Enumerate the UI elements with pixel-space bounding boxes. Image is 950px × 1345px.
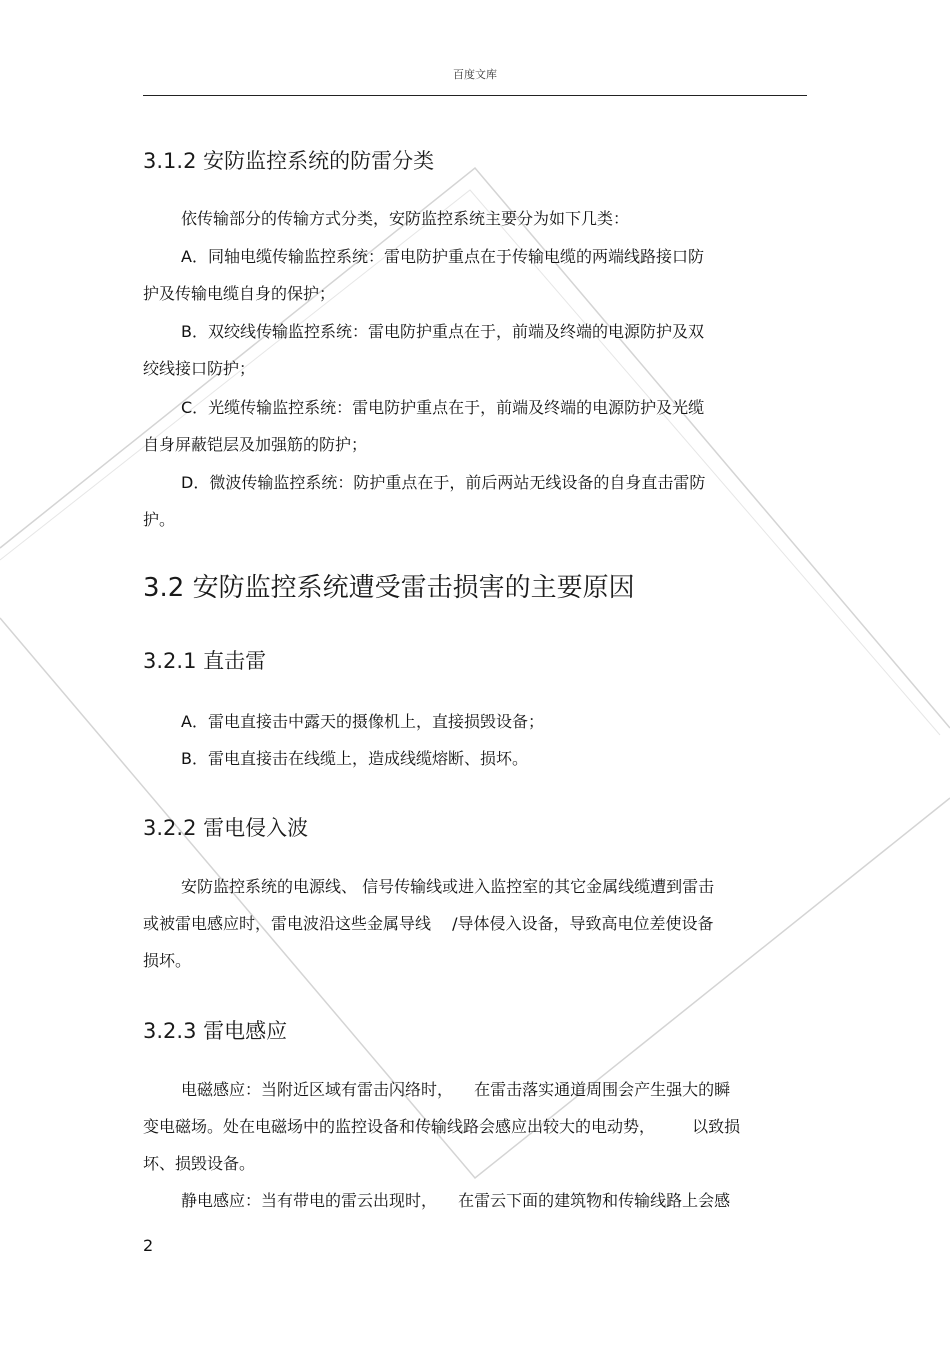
list-item-b xyxy=(143,313,807,387)
section-heading-3-1-2: 3.1.2 安防监控系统的防雷分类 xyxy=(143,149,435,173)
section-heading-3-2-3: 3.2.3 雷电感应 xyxy=(143,1019,288,1043)
list-item-d xyxy=(143,464,807,538)
paragraph xyxy=(143,868,807,979)
list-item-a xyxy=(143,703,807,740)
list-item-c xyxy=(143,389,807,463)
text-line: 绞线接口防护； xyxy=(143,359,256,378)
paragraph xyxy=(143,1071,807,1182)
text-line: 静电感应：当有带电的雷云出现时， 在雷云下面的建筑物和传输线路上会感 xyxy=(181,1191,731,1210)
text-line: 电磁感应：当附近区域有雷击闪络时， 在雷击落实通道周围会产生强大的瞬 xyxy=(181,1080,731,1099)
text-line: A．雷电直接击中露天的摄像机上，直接损毁设备； xyxy=(181,712,544,731)
text-line: B．雷电直接击在线缆上，造成线缆熔断、损坏。 xyxy=(181,749,528,768)
list-item-a xyxy=(143,238,807,312)
text-line: 损坏。 xyxy=(143,951,192,970)
text-line: 安防监控系统的电源线、 信号传输线或进入监控室的其它金属线缆遭到雷击 xyxy=(181,877,715,896)
section-heading-3-2: 3.2 安防监控系统遭受雷击损害的主要原因 xyxy=(143,573,635,603)
document-header: 百度文库 xyxy=(453,68,497,81)
text-line: 或被雷电感应时，雷电波沿这些金属导线 /导体侵入设备，导致高电位差使设备 xyxy=(143,914,714,933)
section-heading-3-2-2: 3.2.2 雷电侵入波 xyxy=(143,816,309,840)
paragraph xyxy=(143,1182,807,1219)
text-line: 变电磁场。处在电磁场中的监控设备和传输线路会感应出较大的电动势， 以致损 xyxy=(143,1117,741,1136)
page-number: 2 xyxy=(143,1236,154,1255)
text-line: D．微波传输监控系统：防护重点在于，前后两站无线设备的自身直击雷防 xyxy=(181,473,706,492)
text-line: 依传输部分的传输方式分类，安防监控系统主要分为如下几类： xyxy=(181,209,630,228)
text-line: 坏、损毁设备。 xyxy=(143,1154,256,1173)
paragraph-intro xyxy=(143,200,807,237)
text-line: B．双绞线传输监控系统：雷电防护重点在于，前端及终端的电源防护及双 xyxy=(181,322,704,341)
text-line: A．同轴电缆传输监控系统：雷电防护重点在于传输电缆的两端线路接口防 xyxy=(181,247,704,266)
text-line: C．光缆传输监控系统：雷电防护重点在于，前端及终端的电源防护及光缆 xyxy=(181,398,705,417)
text-line: 护。 xyxy=(143,510,176,529)
list-item-b xyxy=(143,740,807,777)
section-heading-3-2-1: 3.2.1 直击雷 xyxy=(143,649,267,673)
header-divider xyxy=(143,95,807,96)
text-line: 自身屏蔽铠层及加强筋的防护； xyxy=(143,435,368,454)
text-line: 护及传输电缆自身的保护； xyxy=(143,284,336,303)
